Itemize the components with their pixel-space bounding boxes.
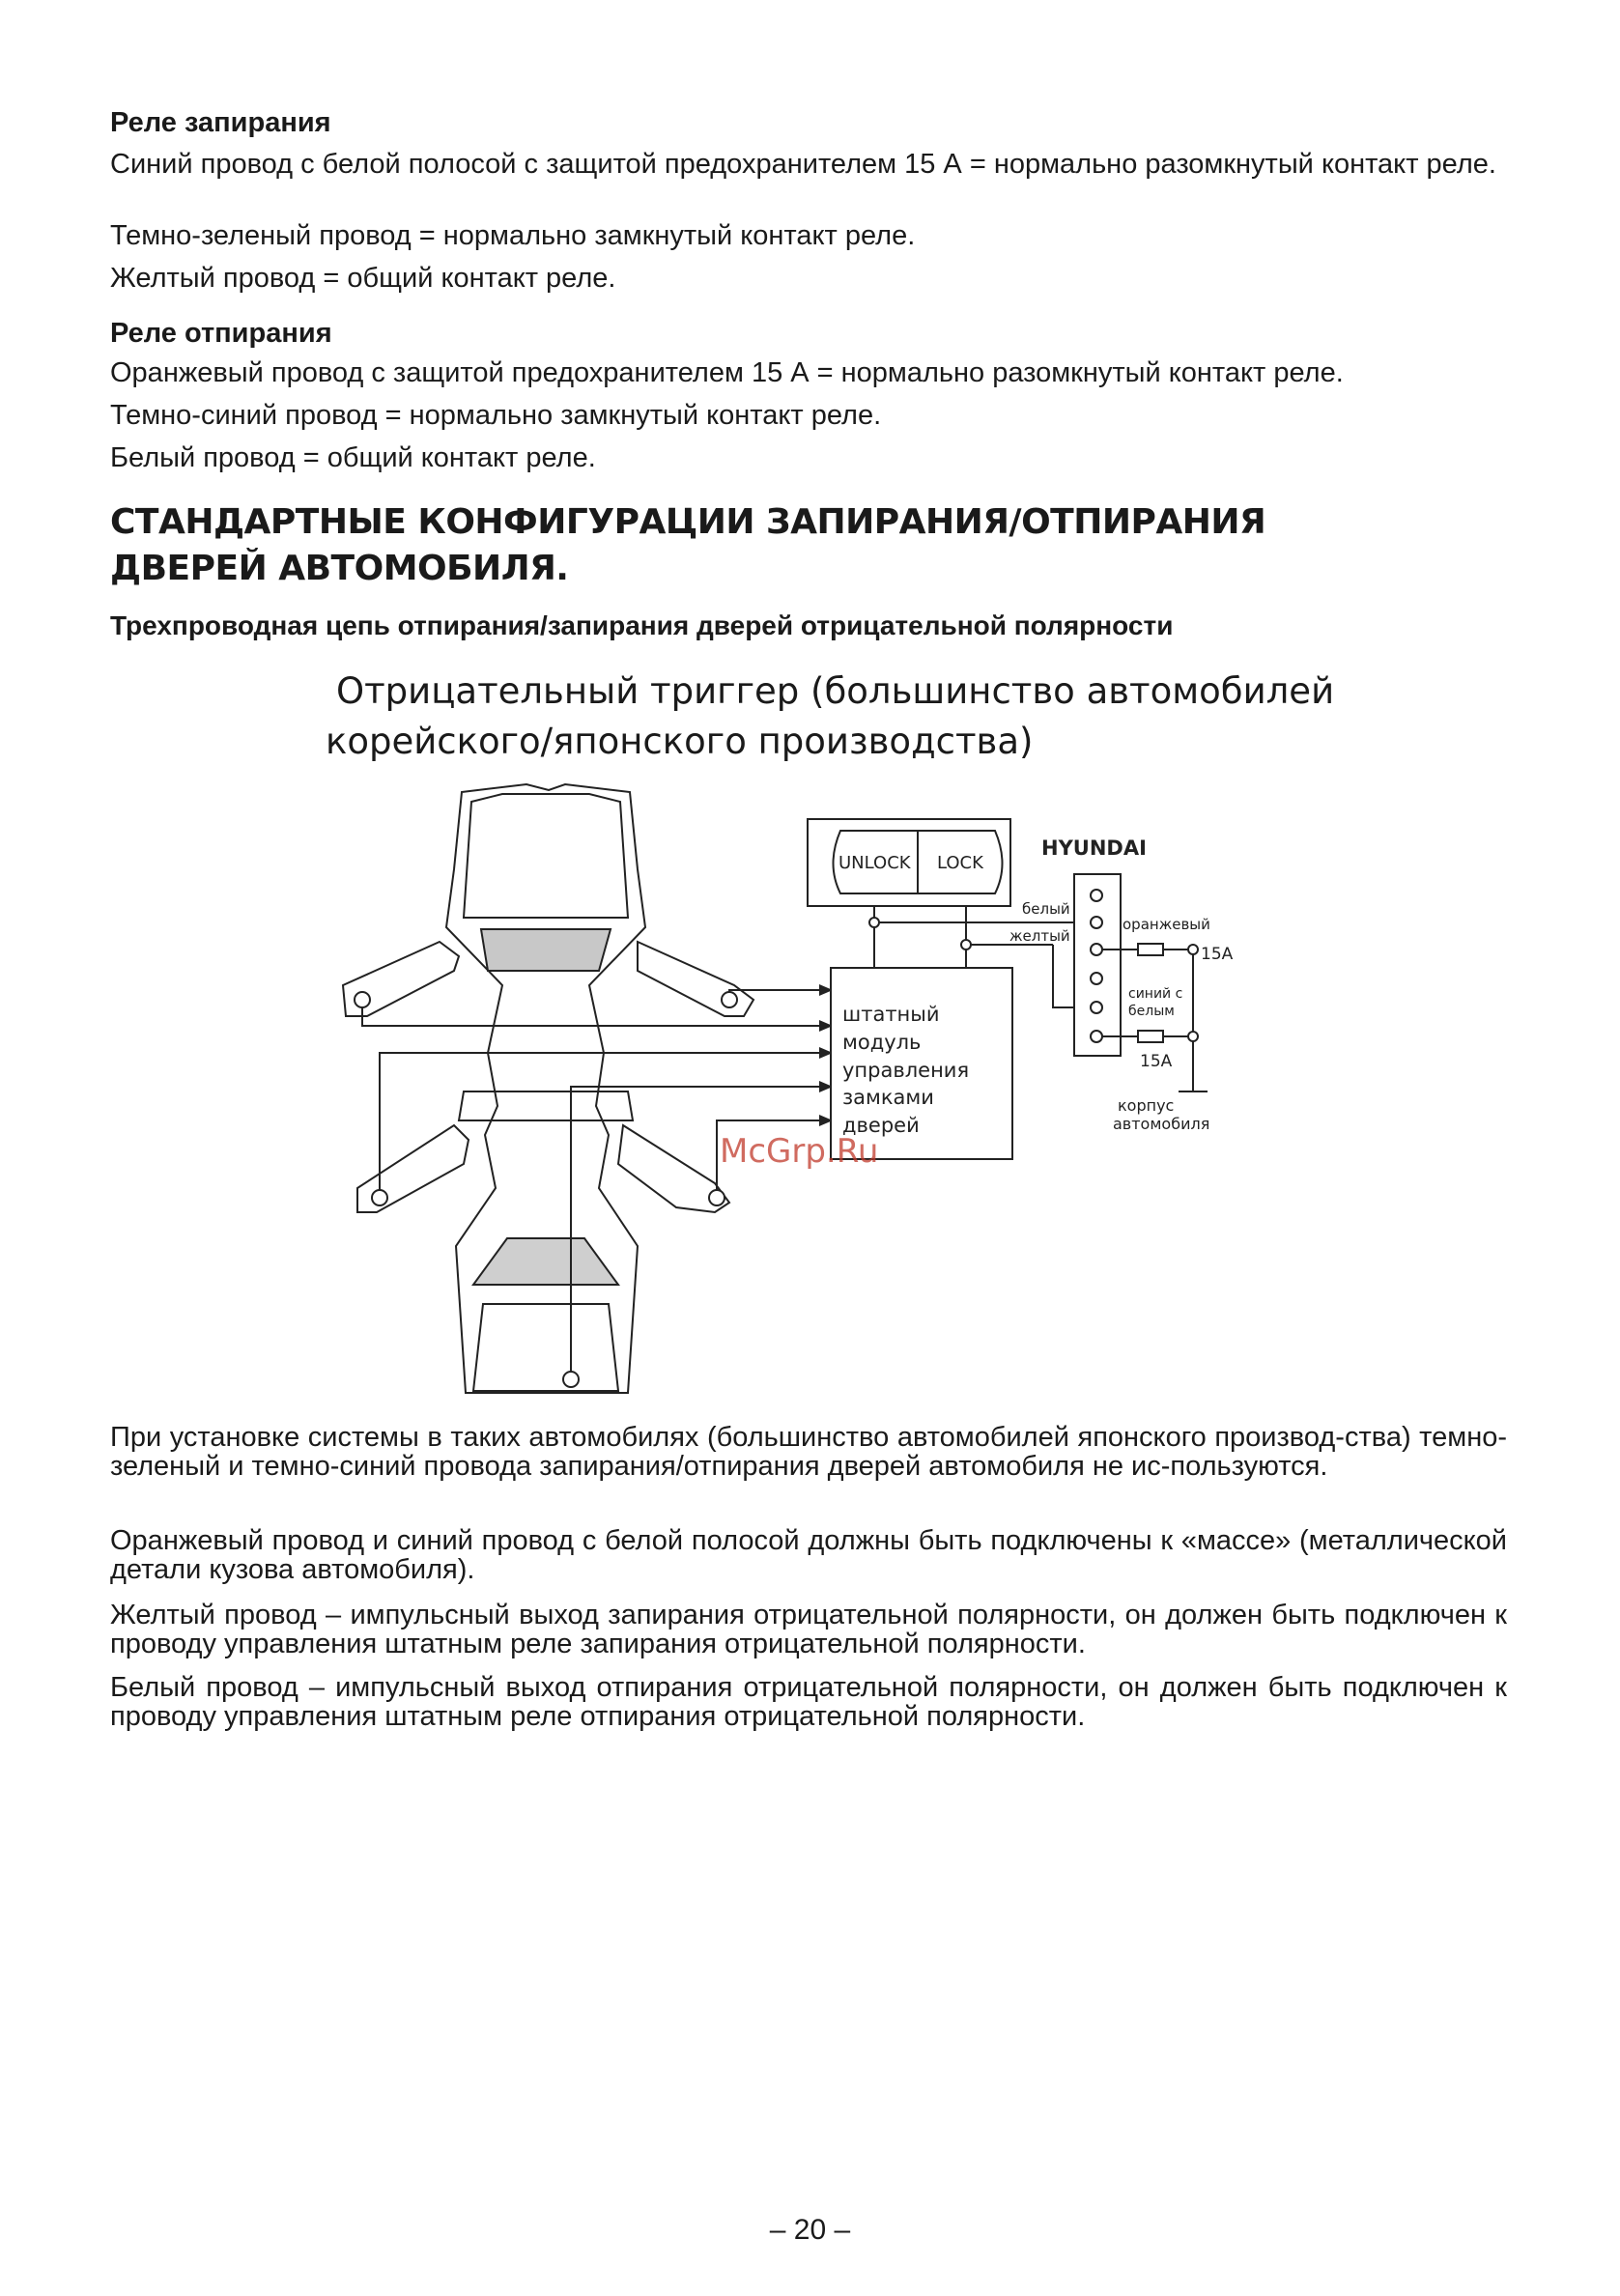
- hyundai-logo: HYUNDAI: [1041, 836, 1147, 860]
- module-label-3: управления: [842, 1059, 970, 1082]
- module-label-4: замками: [842, 1086, 934, 1109]
- module-label-5: дверей: [842, 1114, 920, 1137]
- unlock-relay-heading: Реле отпирания: [110, 318, 332, 349]
- ground-label-2: автомобиля: [1113, 1115, 1210, 1133]
- wire-blue-label-1: синий с: [1128, 986, 1183, 1002]
- fuse-1-label: 15A: [1201, 945, 1234, 964]
- lock-button: LOCK: [937, 853, 983, 873]
- paragraph-2: Оранжевый провод и синий провод с белой полосой должны быть подключены к «массе» (металлической детали кузова автомобиля).: [110, 1525, 1507, 1585]
- page-number: – 20 –: [769, 2214, 851, 2246]
- paragraph-4: Белый провод – импульсный выход отпирания отрицательной полярности, он должен быть подключен к проводу управления штатным реле отпирания отрицательной полярности.: [110, 1672, 1507, 1732]
- wire-blue-label-2: белым: [1128, 1004, 1175, 1019]
- module-label-2: модуль: [842, 1031, 922, 1054]
- lock-relay-line-3: Желтый провод = общий контакт реле.: [110, 263, 616, 294]
- paragraph-3: Желтый провод – импульсный выход запирания отрицательной полярности, он должен быть подключен к проводу управления штатным реле запирания отрицательной полярности.: [110, 1600, 1507, 1659]
- sub-heading: Трехпроводная цепь отпирания/запирания дверей отрицательной полярности: [110, 610, 1174, 640]
- watermark: McGrp.Ru: [720, 1132, 879, 1171]
- lock-relay-heading: Реле запирания: [110, 107, 331, 138]
- unlock-relay-line-2: Темно-синий провод = нормально замкнутый контакт реле.: [110, 400, 882, 431]
- paragraph-1: При установке системы в таких автомобилях (большинство автомобилей японского производ-ства) темно-зеленый и темно-синий провода запирания/отпирания дверей автомобиля не ис-пользуются.: [110, 1422, 1507, 1482]
- diagram-title-line-2: корейского/японского производства): [326, 721, 1034, 762]
- main-heading: СТАНДАРТНЫЕ КОНФИГУРАЦИИ ЗАПИРАНИЯ/ОТПИРАНИЯ ДВЕРЕЙ АВТОМОБИЛЯ.: [110, 502, 1266, 588]
- lock-relay-line-1: Синий провод с белой полосой с защитой предохранителем 15 А = нормально разомкнутый контакт реле.: [110, 149, 1496, 180]
- door-switches: [355, 992, 737, 1387]
- fuse-2-label: 15A: [1140, 1052, 1173, 1071]
- lock-relay-line-2: Темно-зеленый провод = нормально замкнутый контакт реле.: [110, 220, 916, 251]
- module-label-1: штатный: [842, 1003, 940, 1026]
- diagram-title-line-1: Отрицательный триггер (большинство автомобилей: [336, 670, 1335, 712]
- wire-orange-label: оранжевый: [1123, 916, 1210, 933]
- car-outline: [343, 784, 753, 1393]
- unlock-button: UNLOCK: [838, 853, 911, 873]
- ground-label-1: корпус: [1118, 1096, 1175, 1115]
- wire-yellow-label: желтый: [1009, 927, 1070, 945]
- unlock-relay-line-3: Белый провод = общий контакт реле.: [110, 442, 596, 473]
- wire-white-label: белый: [1022, 900, 1070, 918]
- unlock-relay-line-1: Оранжевый провод с защитой предохранителем 15 А = нормально разомкнутый контакт реле.: [110, 357, 1344, 388]
